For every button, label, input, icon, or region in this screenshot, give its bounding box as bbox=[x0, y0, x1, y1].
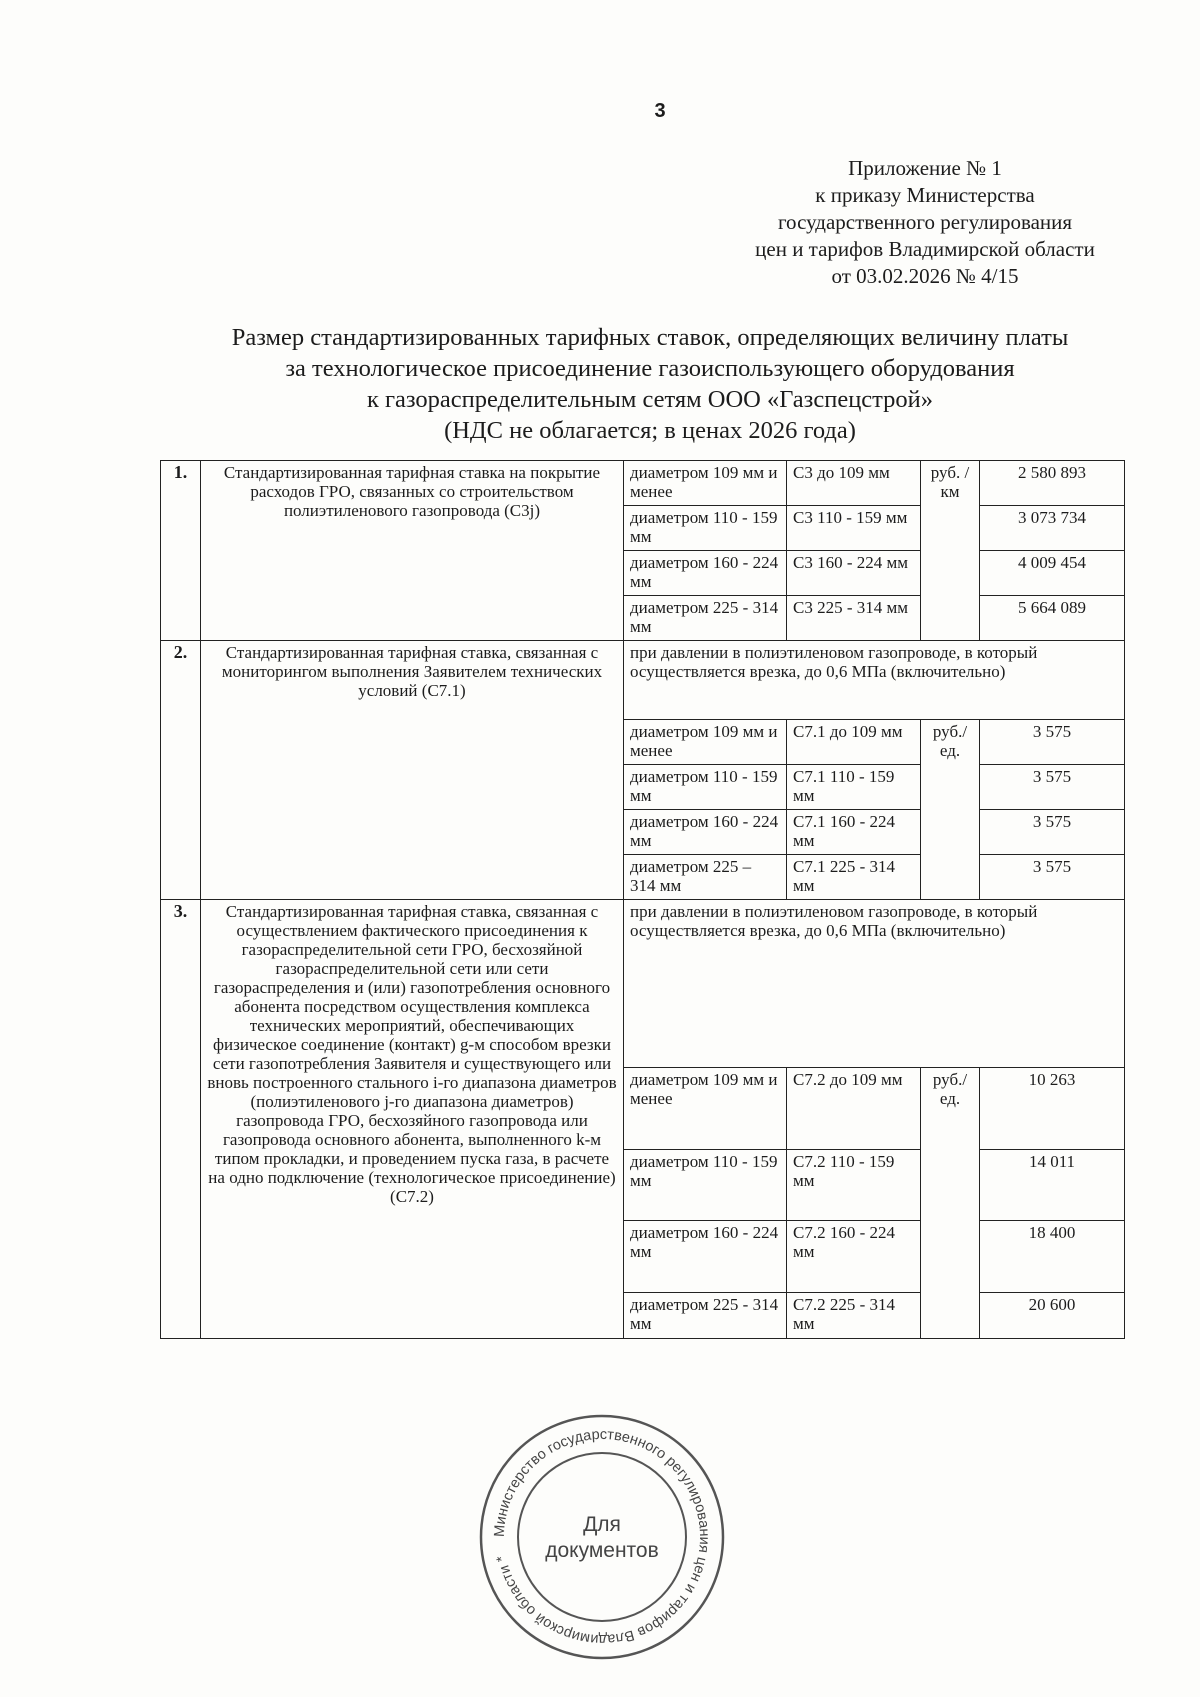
rate-code-cell: С7.2 160 - 224 мм bbox=[787, 1221, 921, 1293]
row-number: 1. bbox=[161, 461, 201, 641]
value-cell: 20 600 bbox=[980, 1293, 1125, 1339]
stamp-inner-ring bbox=[518, 1453, 686, 1621]
table-row bbox=[161, 641, 1125, 720]
diameter-cell: диаметром 160 - 224 мм bbox=[624, 551, 787, 596]
diameter-cell: диаметром 160 - 224 мм bbox=[624, 1221, 787, 1293]
value-cell: 5 664 089 bbox=[980, 596, 1125, 641]
row-number: 3. bbox=[161, 900, 201, 1339]
table-row bbox=[161, 461, 1125, 506]
rate-code-cell: С7.2 110 - 159 мм bbox=[787, 1150, 921, 1221]
diameter-cell: диаметром 109 мм и менее bbox=[624, 720, 787, 765]
diameter-cell: диаметром 109 мм и менее bbox=[624, 1068, 787, 1150]
rate-code-cell: С7.1 160 - 224 мм bbox=[787, 810, 921, 855]
document-title bbox=[150, 322, 1150, 446]
appendix-line: к приказу Министерства bbox=[815, 183, 1035, 207]
rate-description: Стандартизированная тарифная ставка, связанная с мониторингом выполнения Заявителем технических условий (С7.1) bbox=[201, 641, 624, 900]
diameter-cell: диаметром 110 - 159 мм bbox=[624, 1150, 787, 1221]
tariff-table bbox=[160, 460, 1125, 1339]
appendix-block bbox=[700, 155, 1150, 290]
value-cell: 3 575 bbox=[980, 810, 1125, 855]
stamp-center-line: Для bbox=[583, 1513, 621, 1536]
unit-cell: руб. /км bbox=[921, 461, 980, 641]
diameter-cell: диаметром 109 мм и менее bbox=[624, 461, 787, 506]
diameter-cell: диаметром 160 - 224 мм bbox=[624, 810, 787, 855]
rate-code-cell: С7.2 225 - 314 мм bbox=[787, 1293, 921, 1339]
pressure-note: при давлении в полиэтиленовом газопроводе, в который осуществляется врезка, до 0,6 МПа (включительно) bbox=[624, 900, 1125, 1068]
value-cell: 18 400 bbox=[980, 1221, 1125, 1293]
appendix-line: цен и тарифов Владимирской области bbox=[755, 237, 1095, 261]
value-cell: 3 073 734 bbox=[980, 506, 1125, 551]
rate-code-cell: С7.2 до 109 мм bbox=[787, 1068, 921, 1150]
rate-code-cell: С7.1 110 - 159 мм bbox=[787, 765, 921, 810]
value-cell: 3 575 bbox=[980, 765, 1125, 810]
table-row bbox=[161, 900, 1125, 1068]
diameter-cell: диаметром 225 – 314 мм bbox=[624, 855, 787, 900]
diameter-cell: диаметром 225 - 314 мм bbox=[624, 596, 787, 641]
unit-cell: руб./ ед. bbox=[921, 1068, 980, 1339]
rate-code-cell: С3 225 - 314 мм bbox=[787, 596, 921, 641]
value-cell: 4 009 454 bbox=[980, 551, 1125, 596]
rate-code-cell: С3 до 109 мм bbox=[787, 461, 921, 506]
unit-cell: руб./ ед. bbox=[921, 720, 980, 900]
diameter-cell: диаметром 110 - 159 мм bbox=[624, 765, 787, 810]
rate-code-cell: С7.1 до 109 мм bbox=[787, 720, 921, 765]
rate-code-cell: С3 110 - 159 мм bbox=[787, 506, 921, 551]
value-cell: 14 011 bbox=[980, 1150, 1125, 1221]
rate-code-cell: С3 160 - 224 мм bbox=[787, 551, 921, 596]
value-cell: 3 575 bbox=[980, 855, 1125, 900]
title-line: к газораспределительным сетям ООО «Газспецстрой» bbox=[366, 386, 934, 413]
title-line: (НДС не облагается; в ценах 2026 года) bbox=[444, 417, 856, 444]
stamp-ring-text: Министерство государственного регулирования цен и тарифов Владимирской области * bbox=[491, 1426, 713, 1648]
appendix-line: государственного регулирования bbox=[777, 210, 1073, 234]
rate-description: Стандартизированная тарифная ставка, связанная с осуществлением фактического присоединения к газораспределительной сети ГРО, бесхозяйной газораспределительной сети или сети газораспределения и (или) газопотребления основного абонента посредством осуществления комплекса технических мероприятий, обеспечивающих физическое соединение (контакт) g-м способом врезки сети газопотребления Заявителя и существующего или вновь построенного стального i-го диапазона диаметров (полиэтиленового j-го диапазона диаметров) газопровода ГРО, бесхозяйного газопровода или газопровода основного абонента, выполненного k-м типом прокладки, и проведением пуска газа, в расчете на одно подключение (технологическое присоединение) (С7.2) bbox=[201, 900, 624, 1339]
page-number: 3 bbox=[654, 100, 666, 122]
value-cell: 3 575 bbox=[980, 720, 1125, 765]
row-number: 2. bbox=[161, 641, 201, 900]
appendix-line: от 03.02.2026 № 4/15 bbox=[831, 264, 1019, 288]
rate-description: Стандартизированная тарифная ставка на покрытие расходов ГРО, связанных со строительством полиэтиленового газопровода (С3j) bbox=[201, 461, 624, 641]
title-line: за технологическое присоединение газоиспользующего оборудования bbox=[285, 355, 1015, 382]
pressure-note: при давлении в полиэтиленовом газопроводе, в который осуществляется врезка, до 0,6 МПа (включительно) bbox=[624, 641, 1125, 720]
title-line: Размер стандартизированных тарифных ставок, определяющих величину платы bbox=[231, 324, 1069, 351]
stamp-center-line: документов bbox=[545, 1539, 659, 1562]
value-cell: 2 580 893 bbox=[980, 461, 1125, 506]
value-cell: 10 263 bbox=[980, 1068, 1125, 1150]
appendix-line: Приложение № 1 bbox=[848, 156, 1002, 180]
diameter-cell: диаметром 110 - 159 мм bbox=[624, 506, 787, 551]
official-stamp bbox=[478, 1413, 726, 1661]
rate-code-cell: С7.1 225 - 314 мм bbox=[787, 855, 921, 900]
diameter-cell: диаметром 225 - 314 мм bbox=[624, 1293, 787, 1339]
